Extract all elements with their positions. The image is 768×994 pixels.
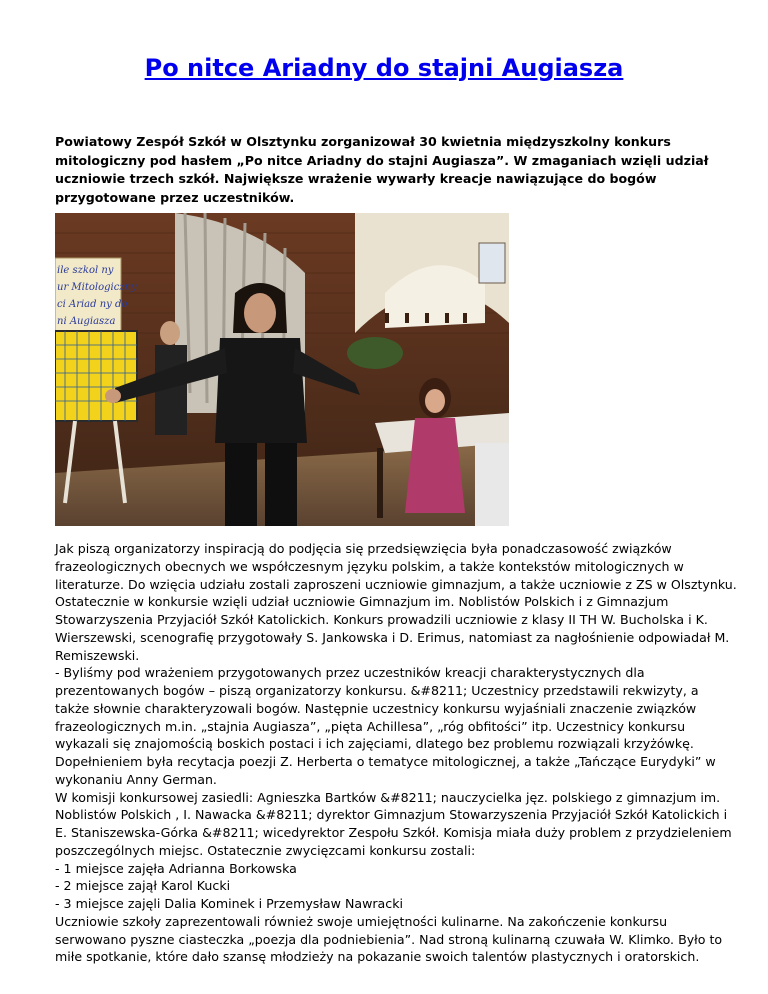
body-line: poszczególnych miejsc. Ostatecznie zwycięzcami konkursu zostali: <box>55 842 476 858</box>
sign-text: ni Augiasza <box>57 316 116 327</box>
body-line: prezentowanych bogów – piszą organizatorzy konkursu. &#8211; Uczestnicy przedstawili rekwizyty, a <box>55 683 699 698</box>
body-line: Wierszewski, scenografię przygotowały S. Jankowska i D. Erimus, natomiast za nagłośnienie odpowiadał M. <box>55 629 730 645</box>
body-line: także słownie charakteryzowali bogów. Następnie uczestnicy konkursu wyjaśniali znaczenie związków <box>55 700 697 716</box>
body-line: Remiszewski. <box>55 647 140 663</box>
sign-text: ur Mitologiczny <box>57 282 137 293</box>
body-line: wykonaniu Anny German. <box>55 771 217 787</box>
body-line: - 3 miejsce zajęli Dalia Kominek i Przemysław Nawracki <box>55 896 403 911</box>
body-line: wykazali się znajomością boskich postaci i ich zajęciami, dlatego bez problemu rozwiązali krzyżówkę. <box>55 736 694 752</box>
body-line: Dopełnieniem była recytacja poezji Z. Herberta o tematyce mitologicznej, a także „Tańczące Eurydyki” w <box>55 754 716 769</box>
event-photo-illustration <box>55 213 509 526</box>
sign-text: ile szkol ny <box>57 265 114 276</box>
body-line: literaturze. Do wzięcia udziału zostali zaproszeni uczniowie gimnazjum, a także uczniowie z ZS w Olsztynku. <box>55 576 737 592</box>
article-body <box>55 540 737 966</box>
body-line: miłe spotkanie, które dało szansę młodzieży na pokazanie swoich talentów plastycznych i oratorskich. <box>55 949 700 965</box>
body-line: frazeologicznych m.in. „stajnia Augiasza”, „pięta Achillesa”, „róg obfitości” itp. Uczestnicy konkursu <box>55 718 686 734</box>
body-line: - Byliśmy pod wrażeniem przygotowanych przez uczestników kreacji charakterystycznych dla <box>55 665 645 681</box>
lead-line: uczniowie trzech szkół. Największe wrażenie wywarły kreacje nawiązujące do bogów <box>55 171 657 187</box>
article-lead <box>55 133 715 207</box>
body-line: Noblistów Polskich , I. Nawacka &#8211; dyrektor Gimnazjum Stowarzyszenia Przyjaciół Szkół Katolickich i <box>55 807 728 823</box>
body-line: frazeologicznych obecnych we współczesnym języku polskim, a także kontekstów mitologicznych w <box>55 558 684 574</box>
sign-text: ci Ariad ny do <box>57 299 128 310</box>
article-title[interactable]: Po nitce Ariadny do stajni Augiasza <box>144 54 624 82</box>
body-line: Jak piszą organizatorzy inspiracją do podjęcia się przedsięwzięcia była ponadczasowość związków <box>55 541 672 556</box>
lead-line: Powiatowy Zespół Szkół w Olsztynku zorganizował 30 kwietnia międzyszkolny konkurs <box>55 134 671 149</box>
body-line: - 2 miejsce zajął Karol Kucki <box>55 878 231 894</box>
body-line: serwowano pyszne ciasteczka „poezja dla podniebienia”. Nad stroną kulinarną czuwała W. Klimko. Było to <box>55 931 723 947</box>
body-line: Ostatecznie w konkursie wzięli udział uczniowie Gimnazjum im. Noblistów Polskich i z Gimnazjum <box>55 594 669 610</box>
body-line: Stowarzyszenia Przyjaciół Szkół Katolickich. Konkurs prowadzili uczniowie z klasy II TH W. Bucholska i K. <box>55 612 708 627</box>
body-line: W komisji konkursowej zasiedli: Agnieszka Bartków &#8211; nauczycielka jęz. polskiego z gimnazjum im. <box>55 789 721 805</box>
event-photo <box>55 213 509 526</box>
lead-line: mitologiczny pod hasłem „Po nitce Ariadny do stajni Augiasza”. W zmaganiach wzięli udział <box>55 152 709 168</box>
lead-line: przygotowane przez uczestników. <box>55 189 295 205</box>
body-line: E. Staniszewska-Górka &#8211; wicedyrektor Zespołu Szkół. Komisja miała duży problem z przydzieleniem <box>55 825 732 840</box>
body-line: Uczniowie szkoły zaprezentowali również swoje umiejętności kulinarne. Na zakończenie konkursu <box>55 913 668 929</box>
body-line: - 1 miejsce zajęła Adrianna Borkowska <box>55 860 297 876</box>
